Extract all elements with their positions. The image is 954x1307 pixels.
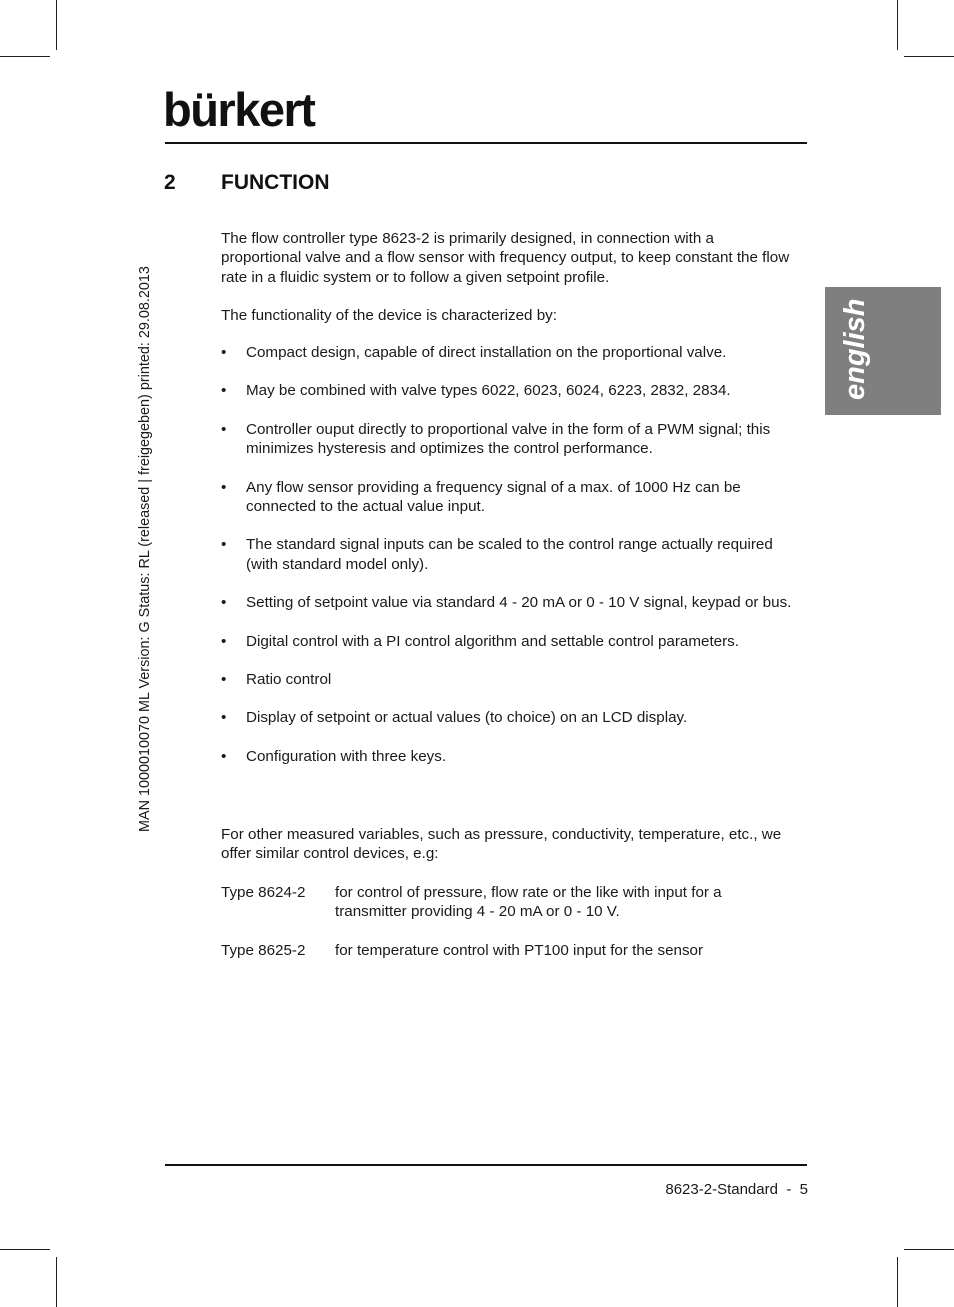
burkert-logo xyxy=(163,83,335,140)
crop-mark-bottom-left-v xyxy=(56,1257,57,1307)
feature-text: Digital control with a PI control algorithm and settable control parameters. xyxy=(246,632,739,650)
page-number: 5 xyxy=(799,1181,808,1198)
section-title: FUNCTION xyxy=(221,171,330,194)
bullet-icon: • xyxy=(221,709,227,727)
list-item xyxy=(221,593,796,612)
list-item xyxy=(221,343,796,362)
list-item xyxy=(221,708,796,727)
logo-text: bürkert xyxy=(163,83,315,136)
bullet-icon: • xyxy=(221,344,227,361)
list-item xyxy=(221,420,796,459)
header-rule xyxy=(165,142,807,144)
footer-doc-id: 8623-2-Standard xyxy=(665,1181,778,1198)
language-tab xyxy=(825,287,941,415)
feature-text: Display of setpoint or actual values (to choice) on an LCD display. xyxy=(246,709,688,727)
bullet-icon: • xyxy=(221,420,227,438)
section-number: 2 xyxy=(164,171,176,194)
feature-text: Setting of setpoint value via standard 4 - 20 mA or 0 - 10 V signal, keypad or bus. xyxy=(246,594,792,612)
crop-mark-top-left-v xyxy=(56,0,57,50)
crop-mark-top-left-h xyxy=(0,56,50,57)
bullet-icon: • xyxy=(221,536,227,554)
feature-text: Compact design, capable of direct installation on the proportional valve. xyxy=(246,344,727,361)
other-devices-intro: For other measured variables, such as pressure, conductivity, temperature, etc., we offer similar control devices, e.g: xyxy=(221,826,782,863)
list-item xyxy=(221,478,796,517)
feature-text: Configuration with three keys. xyxy=(246,747,447,765)
bullet-icon: • xyxy=(221,478,227,496)
intro-paragraph: The flow controller type 8623-2 is primarily designed, in connection with a proportional valve and a flow sensor with frequency output, to keep constant the flow rate in a fluidic system or to follow a given setpoint profile. xyxy=(221,230,790,286)
characterized-intro: The functionality of the device is characterized by: xyxy=(221,307,557,324)
document-meta-vertical: MAN 1000010070 ML Version: G Status: RL (released | freigegeben) printed: 29.08.2013 xyxy=(137,266,153,832)
feature-text: Ratio control xyxy=(246,671,332,689)
bullet-icon: • xyxy=(221,632,227,650)
bullet-icon: • xyxy=(221,671,227,689)
footer-separator: - xyxy=(786,1181,792,1198)
page-footer xyxy=(665,1181,808,1198)
language-tab-label: english xyxy=(839,298,871,400)
related-type-description: for control of pressure, flow rate or the like with input for a transmitter providing 4 - 20 mA or 0 - 10 V. xyxy=(335,884,722,921)
list-item xyxy=(221,535,796,574)
list-item xyxy=(221,381,796,400)
crop-mark-top-right-v xyxy=(897,0,898,50)
crop-mark-bottom-right-v xyxy=(897,1257,898,1307)
bullet-icon: • xyxy=(221,594,227,612)
crop-mark-bottom-right-h xyxy=(904,1249,954,1250)
list-item xyxy=(221,632,796,651)
related-type-label: Type 8624-2 xyxy=(221,884,306,901)
feature-text: Any flow sensor providing a frequency signal of a max. of 1000 Hz can be connected to the actual value input. xyxy=(246,478,741,516)
feature-list xyxy=(221,343,796,785)
feature-text: The standard signal inputs can be scaled to the control range actually required (with standard model only). xyxy=(246,536,773,573)
list-item xyxy=(221,670,796,689)
crop-mark-top-right-h xyxy=(904,56,954,57)
footer-rule xyxy=(165,1164,807,1166)
bullet-icon: • xyxy=(221,382,227,400)
list-item xyxy=(221,747,796,766)
feature-text: Controller ouput directly to proportional valve in the form of a PWM signal; this minimizes hysteresis and optimizes the control performance. xyxy=(246,420,771,458)
feature-text: May be combined with valve types 6022, 6023, 6024, 6223, 2832, 2834. xyxy=(246,382,731,400)
related-type-description: for temperature control with PT100 input for the sensor xyxy=(335,942,704,959)
crop-mark-bottom-left-h xyxy=(0,1249,50,1250)
bullet-icon: • xyxy=(221,747,227,765)
related-type-label: Type 8625-2 xyxy=(221,942,306,959)
